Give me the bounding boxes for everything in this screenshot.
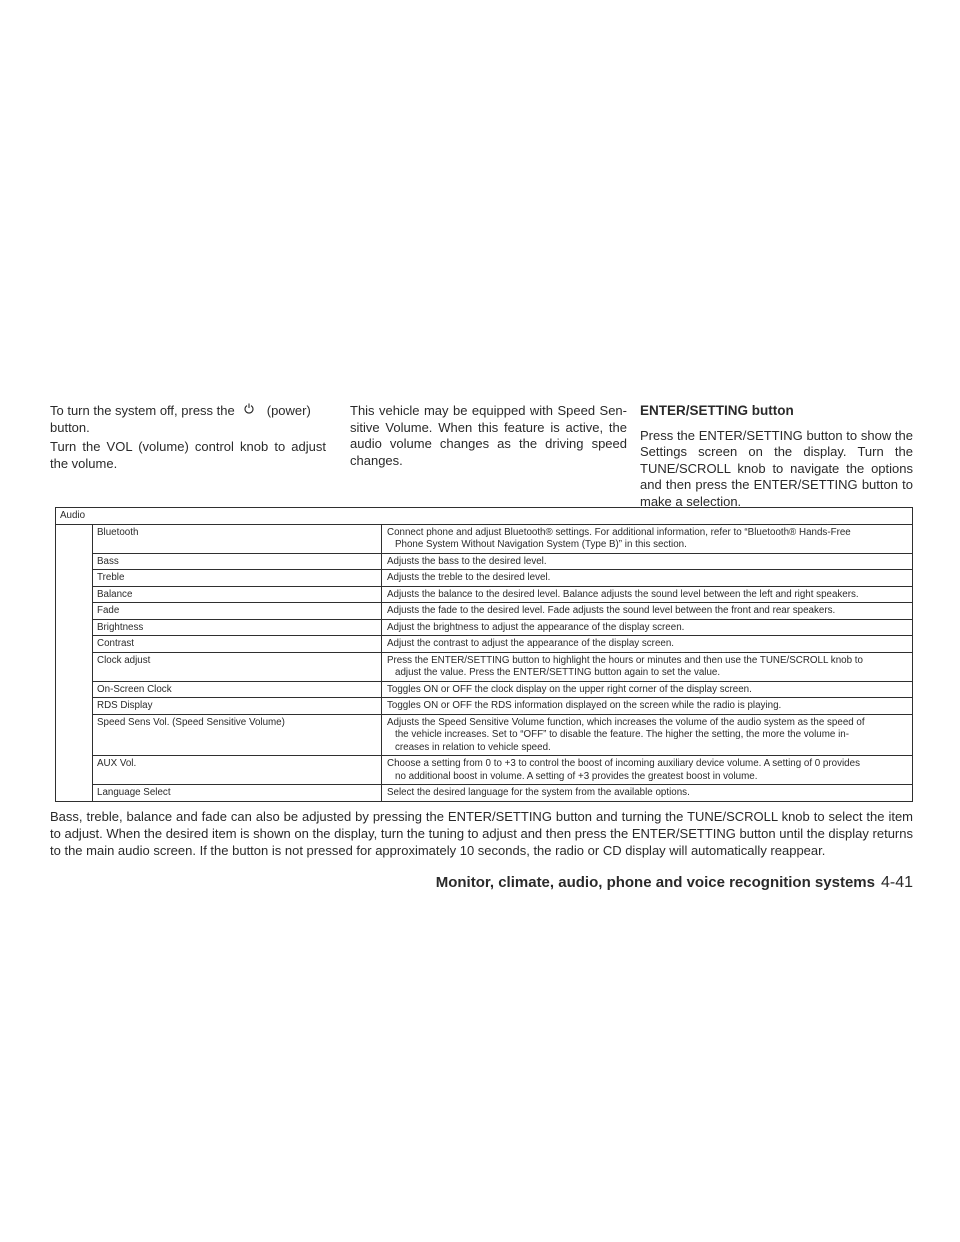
audio-settings-table	[55, 507, 913, 802]
power-off-instruction	[50, 403, 326, 436]
setting-item: RDS Display	[93, 698, 382, 715]
setting-description-line: Adjust the contrast to adjust the appearance of the display screen.	[387, 638, 675, 649]
table-row	[56, 553, 913, 570]
setting-item: Bass	[93, 553, 382, 570]
setting-item: Speed Sens Vol. (Speed Sensitive Volume)	[93, 714, 382, 756]
setting-description	[382, 652, 913, 681]
setting-description-line: Phone System Without Navigation System (Type B)” in this section.	[395, 539, 687, 550]
setting-description-line: Connect phone and adjust Bluetooth® settings. For additional information, refer to “Bluetooth® Hands-Free	[387, 526, 851, 538]
setting-item: Contrast	[93, 636, 382, 653]
table-row	[56, 714, 913, 756]
bottom-note: Bass, treble, balance and fade can also be adjusted by pressing the ENTER/SETTING button and turning the TUNE/SCROLL knob to select the item to adjust. When the desired item is shown on the display, turn the tuning to adjust and then press the ENTER/SETTING button until the display returns to the main audio screen. If the button is not pressed for approximately 10 seconds, the radio or CD display will automatically reappear.	[50, 809, 913, 858]
setting-description-line: Adjusts the bass to the desired level.	[387, 555, 547, 567]
setting-description	[382, 681, 913, 698]
setting-item: Language Select	[93, 785, 382, 802]
speed-sensitive-volume-paragraph: This vehicle may be equipped with Speed Sen-sitive Volume. When this feature is active, the audio volume changes as the driving speed changes.	[350, 403, 627, 468]
setting-description-line: creases in relation to vehicle speed.	[395, 741, 551, 753]
table-indent-cell	[56, 524, 93, 801]
setting-description-line: Choose a setting from 0 to +3 to control the boost of incoming auxiliary device volume. A setting of 0 provides	[387, 758, 860, 769]
volume-instruction: Turn the VOL (volume) control knob to adjust the volume.	[50, 439, 326, 471]
setting-description-line: Adjusts the fade to the desired level. Fade adjusts the sound level between the front and rear speakers.	[387, 605, 836, 616]
setting-item: Balance	[93, 586, 382, 603]
table-header-row	[56, 508, 913, 525]
page-footer	[436, 874, 913, 892]
setting-description-line: Adjusts the balance to the desired level. Balance adjusts the sound level between the left and right speakers.	[387, 588, 859, 600]
table-row	[56, 603, 913, 620]
power-icon	[244, 403, 254, 414]
setting-description-line: Adjusts the Speed Sensitive Volume function, which increases the volume of the audio system as the speed of	[387, 716, 865, 728]
table-row	[56, 636, 913, 653]
power-off-text: To turn the system off, press the	[50, 403, 235, 418]
setting-item: Brightness	[93, 619, 382, 636]
setting-description-line: no additional boost in volume. A setting of +3 provides the greatest boost in volume.	[395, 770, 758, 782]
setting-description	[382, 619, 913, 636]
setting-description-line: Adjusts the treble to the desired level.	[387, 572, 551, 583]
setting-description	[382, 570, 913, 587]
setting-description-line: Select the desired language for the system from the available options.	[387, 787, 690, 798]
power-label-text: (power) button.	[50, 403, 311, 435]
setting-description	[382, 785, 913, 802]
table-row	[56, 756, 913, 785]
setting-description-line: Press the ENTER/SETTING button to highlight the hours or minutes and then use the TUNE/SCROLL knob to	[387, 654, 863, 666]
table-row	[56, 619, 913, 636]
section-heading: ENTER/SETTING button	[640, 403, 794, 418]
table-row	[56, 570, 913, 587]
setting-description-line: Toggles ON or OFF the clock display on the upper right corner of the display screen.	[387, 683, 752, 695]
setting-item: Treble	[93, 570, 382, 587]
table-row	[56, 698, 913, 715]
setting-description-line: adjust the value. Press the ENTER/SETTING button again to set the value.	[395, 667, 721, 678]
table-row	[56, 652, 913, 681]
footer-section-title: Monitor, climate, audio, phone and voice recognition systems	[435, 874, 875, 891]
table-header-audio: Audio	[56, 508, 913, 525]
setting-description	[382, 553, 913, 570]
setting-description	[382, 756, 913, 785]
setting-description-line: Adjust the brightness to adjust the appearance of the display screen.	[387, 621, 685, 633]
enter-setting-paragraph: Press the ENTER/SETTING button to show the Settings screen on the display. Turn the TUNE/SCROLL knob to navigate the options and then press the ENTER/SETTING button to make a selection.	[640, 427, 913, 509]
page-number: 4-41	[880, 874, 913, 891]
setting-description	[382, 698, 913, 715]
column-right	[640, 403, 913, 513]
setting-item: On-Screen Clock	[93, 681, 382, 698]
setting-item: Fade	[93, 603, 382, 620]
setting-item: AUX Vol.	[93, 756, 382, 785]
setting-description	[382, 603, 913, 620]
setting-description	[382, 524, 913, 553]
setting-item: Clock adjust	[93, 652, 382, 681]
table-row	[56, 785, 913, 802]
setting-description-line: the vehicle increases. Set to “OFF” to disable the feature. The higher the setting, the more the volume in-	[395, 729, 849, 740]
setting-item: Bluetooth	[93, 524, 382, 553]
setting-description	[382, 586, 913, 603]
table-row	[56, 524, 913, 553]
column-left	[50, 403, 326, 475]
table-row	[56, 586, 913, 603]
setting-description-line: Toggles ON or OFF the RDS information displayed on the screen while the radio is playing.	[387, 700, 782, 711]
setting-description	[382, 714, 913, 756]
table-row	[56, 681, 913, 698]
setting-description	[382, 636, 913, 653]
column-middle	[350, 403, 627, 472]
